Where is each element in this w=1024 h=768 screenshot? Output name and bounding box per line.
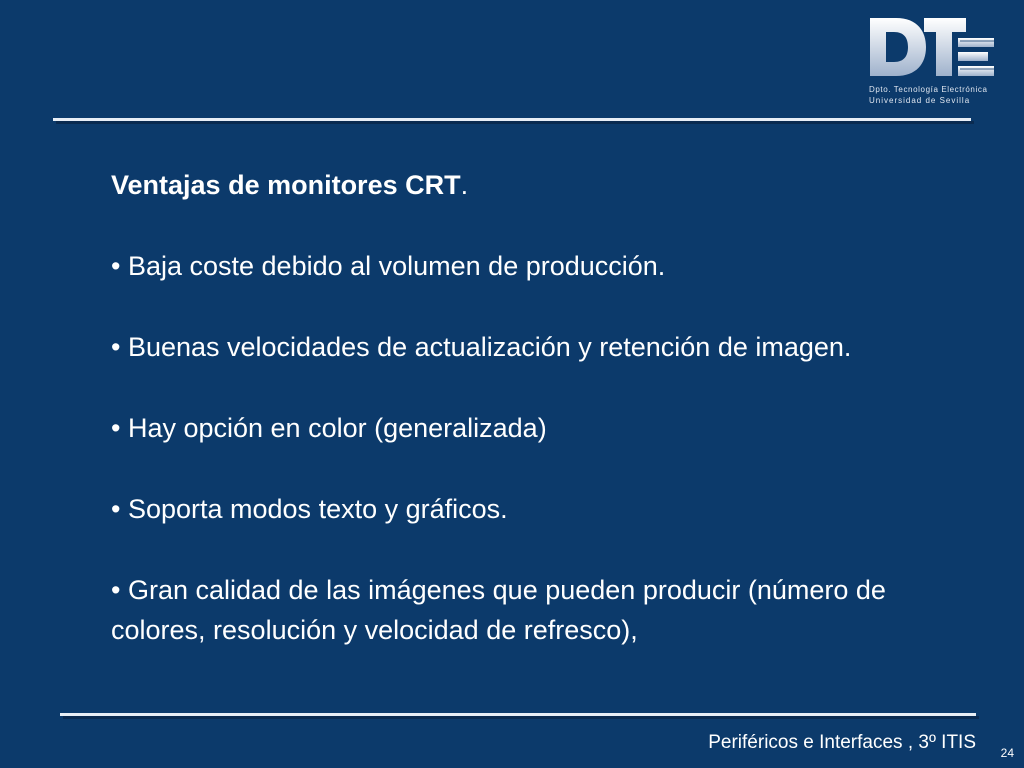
bottom-divider bbox=[60, 713, 976, 716]
slide-body bbox=[111, 165, 971, 650]
logo-caption bbox=[869, 84, 1004, 106]
page-number: 24 bbox=[1000, 746, 1014, 760]
bullet-item: • Hay opción en color (generalizada) bbox=[111, 413, 547, 443]
slide-heading-text: Ventajas de monitores CRT bbox=[111, 170, 461, 200]
logo-caption-line1: Dpto. Tecnología Electrónica bbox=[869, 85, 988, 94]
bullet-item: • Baja coste debido al volumen de producción. bbox=[111, 251, 666, 281]
logo-caption-line2: Universidad de Sevilla bbox=[869, 96, 971, 105]
slide-footer bbox=[0, 728, 1024, 768]
slide-heading bbox=[111, 165, 971, 205]
slide-heading-punct: . bbox=[460, 170, 469, 200]
top-divider bbox=[53, 118, 971, 121]
dte-logo bbox=[864, 14, 1004, 114]
bullet-item: • Soporta modos texto y gráficos. bbox=[111, 494, 508, 524]
dte-logo-letters bbox=[866, 14, 998, 80]
bullet-item: • Buenas velocidades de actualización y retención de imagen. bbox=[111, 332, 852, 362]
bullet-item: • Gran calidad de las imágenes que pueden producir (número de colores, resolución y velocidad de refresco), bbox=[111, 575, 886, 645]
course-label: Periféricos e Interfaces , 3º ITIS bbox=[708, 732, 976, 753]
